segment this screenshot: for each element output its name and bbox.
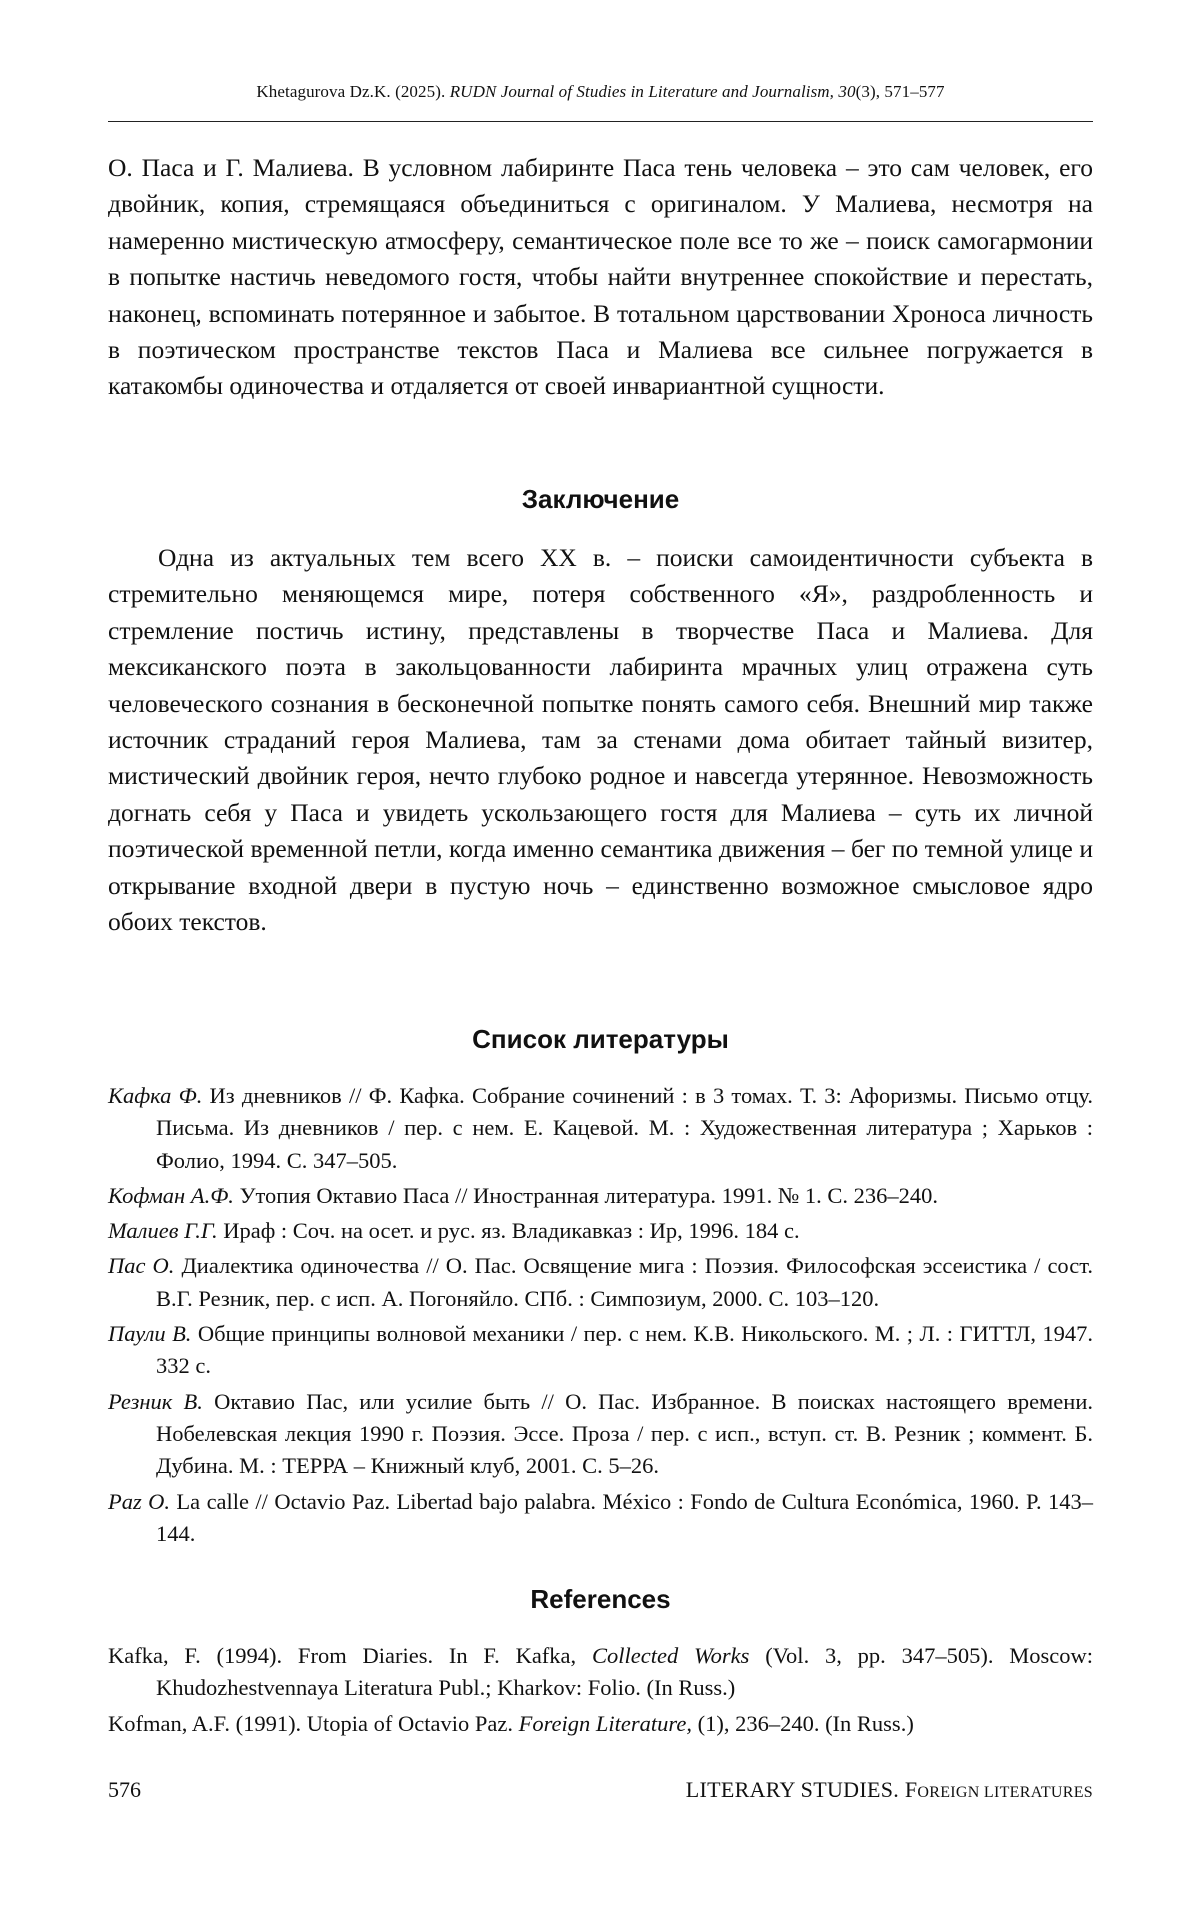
section-footer: LITERARY STUDIES. FOREIGN LITERATURES [686, 1777, 1093, 1803]
literature-item: Малиев Г.Г. Ираф : Соч. на осет. и рус. яз. Владикавказ : Ир, 1996. 184 с. [108, 1215, 1093, 1247]
literature-author: Резник В. [108, 1389, 203, 1414]
running-head-journal: RUDN Journal of Studies in Literature and Journalism, 30 [450, 82, 856, 101]
running-head [108, 82, 1093, 102]
literature-author: Paz O. [108, 1489, 170, 1514]
references-list [108, 1640, 1093, 1743]
intro-paragraph: О. Паса и Г. Малиева. В условном лабиринте Паса тень человека – это сам человек, его двойник, копия, стремящаяся объединиться с оригиналом. У Малиева, несмотря на намеренно мистическую атмосферу, семантическое поле все то же – поиск самогармонии в попытке настичь неведомого гостя, чтобы найти внутреннее спокойствие и перестать, наконец, вспоминать потерянное и забытое. В тотальном царствовании Хроноса личность в поэтическом пространстве текстов Паса и Малиева все сильнее погружается в катакомбы одиночества и отдаляется от своей инвариантной сущности. [108, 150, 1093, 405]
reference-title: Foreign Literature, [519, 1711, 692, 1736]
literature-item: Паули В. Общие принципы волновой механики / пер. с нем. К.В. Никольского. М. ; Л. : ГИТТЛ, 1947. 332 с. [108, 1318, 1093, 1383]
conclusion-block [108, 540, 1093, 940]
literature-item: Пас О. Диалектика одиночества // О. Пас. Освящение мига : Поэзия. Философская эссеистика / сост. В.Г. Резник, пер. с исп. А. Погоняйло. СПб. : Симпозиум, 2000. С. 103–120. [108, 1250, 1093, 1315]
running-head-citation: Khetagurova Dz.K. (2025). [256, 82, 449, 101]
literature-item: Резник В. Октавио Пас, или усилие быть // О. Пас. Избранное. В поисках настоящего времени. Нобелевская лекция 1990 г. Поэзия. Эссе. Проза / пер. с исп., вступ. ст. В. Резник ; коммент. Б. Дубина. М. : ТЕРРА – Книжный клуб, 2001. С. 5–26. [108, 1386, 1093, 1483]
literature-item: Paz O. La calle // Octavio Paz. Libertad bajo palabra. México : Fondo de Cultura Económica, 1960. P. 143–144. [108, 1486, 1093, 1551]
header-rule [108, 121, 1093, 122]
reference-item: Kofman, A.F. (1991). Utopia of Octavio Paz. Foreign Literature, (1), 236–240. (In Russ.) [108, 1708, 1093, 1740]
literature-author: Пас О. [108, 1253, 174, 1278]
literature-author: Малиев Г.Г. [108, 1218, 218, 1243]
page-number: 576 [108, 1777, 141, 1803]
intro-block [108, 150, 1093, 405]
running-head-issue: (3), 571–577 [856, 82, 945, 101]
literature-author: Кофман А.Ф. [108, 1183, 234, 1208]
reference-item: Kafka, F. (1994). From Diaries. In F. Kafka, Collected Works (Vol. 3, pp. 347–505). Moscow: Khudozhestvennaya Literatura Publ.; Kharkov: Folio. (In Russ.) [108, 1640, 1093, 1705]
reference-title: Collected Works [592, 1643, 749, 1668]
literature-author: Паули В. [108, 1321, 191, 1346]
literature-author: Кафка Ф. [108, 1083, 202, 1108]
conclusion-paragraph: Одна из актуальных тем всего XX в. – поиски самоидентичности субъекта в стремительно меняющемся мире, потеря собственного «Я», раздробленность и стремление постичь истину, представлены в творчестве Паса и Малиева. Для мексиканского поэта в закольцованности лабиринта мрачных улиц отражена суть человеческого сознания в бесконечной попытке понять самого себя. Внешний мир также источник страданий героя Малиева, там за стенами дома обитает тайный визитер, мистический двойник героя, нечто глубоко родное и навсегда утерянное. Невозможность догнать себя у Паса и увидеть ускользающего гостя для Малиева – суть их личной поэтической временной петли, когда именно семантика движения – бег по темной улице и открывание входной двери в пустую ночь – единственно возможное смысловое ядро обоих текстов. [108, 540, 1093, 940]
literature-item: Кафка Ф. Из дневников // Ф. Кафка. Собрание сочинений : в 3 томах. Т. 3: Афоризмы. Письмо отцу. Письма. Из дневников / пер. с нем. Е. Кацевой. М. : Художественная литература ; Харьков : Фолио, 1994. С. 347–505. [108, 1080, 1093, 1177]
references-heading: References [108, 1584, 1093, 1615]
literature-item: Кофман А.Ф. Утопия Октавио Паса // Иностранная литература. 1991. № 1. С. 236–240. [108, 1180, 1093, 1212]
literature-list [108, 1080, 1093, 1553]
conclusion-heading: Заключение [108, 484, 1093, 515]
literature-heading: Список литературы [108, 1024, 1093, 1055]
journal-page [0, 0, 1200, 1906]
